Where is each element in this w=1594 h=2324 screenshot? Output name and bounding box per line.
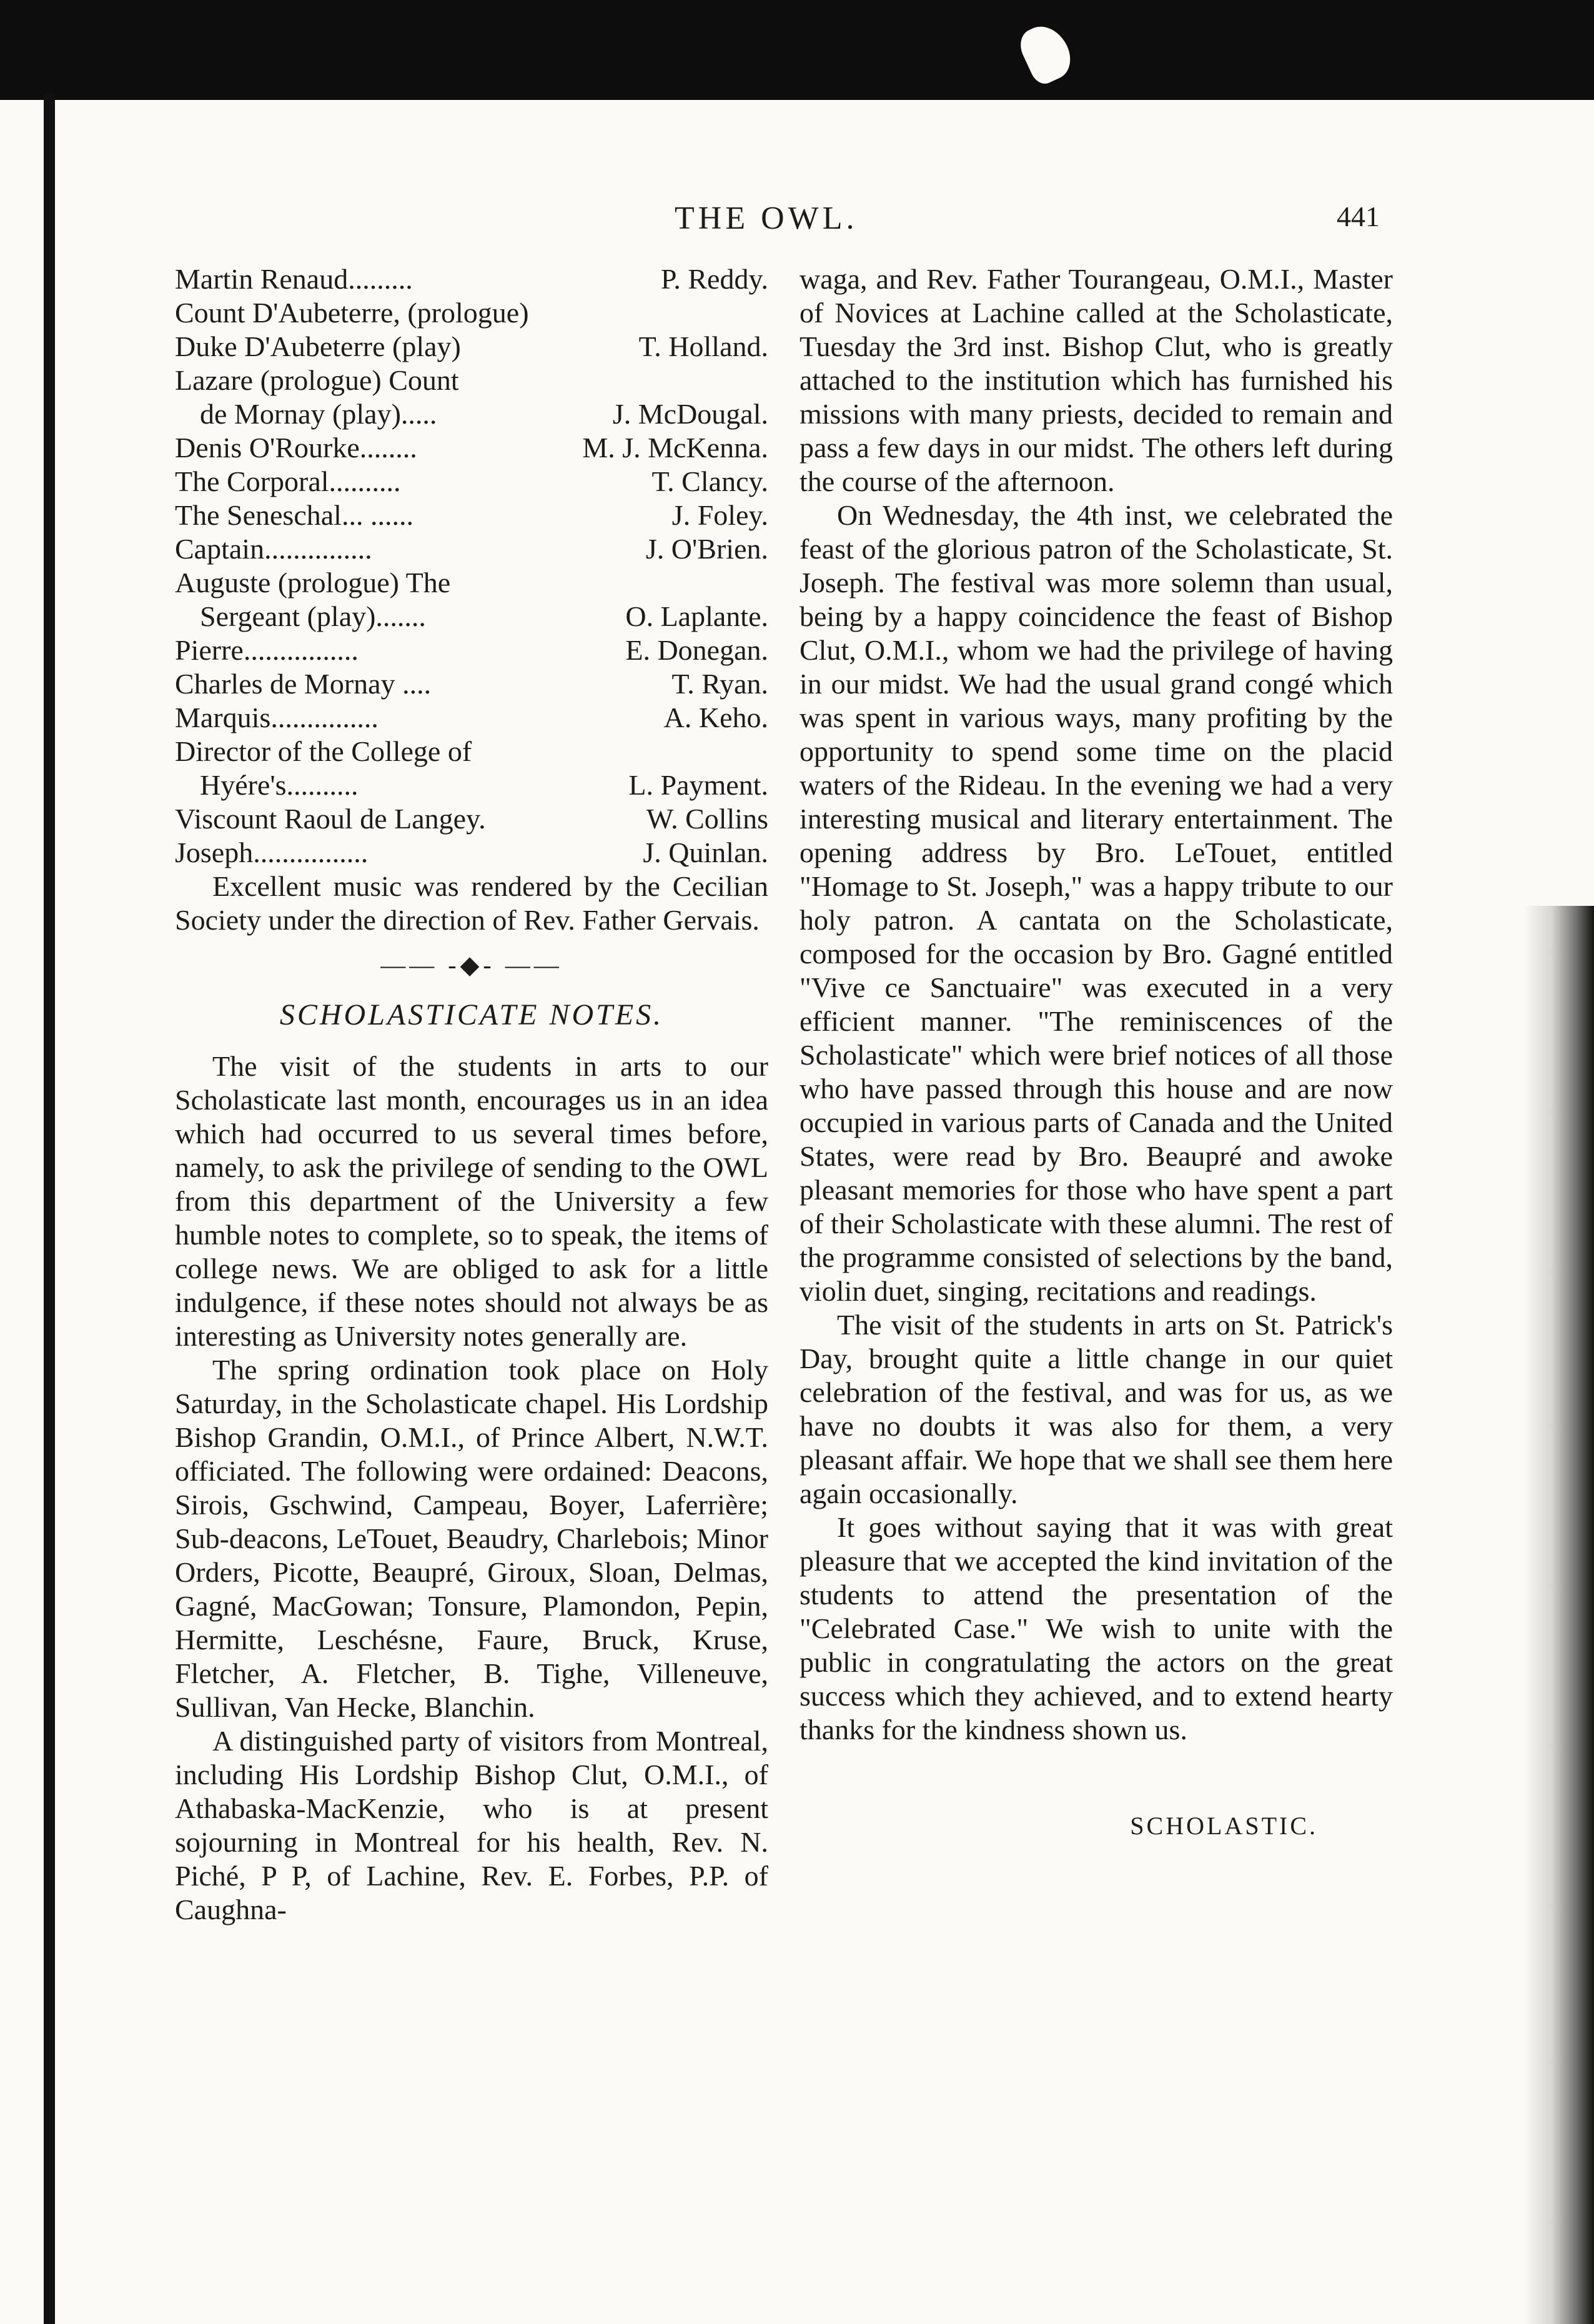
cast-row bbox=[175, 667, 768, 701]
cast-role: Captain............... bbox=[175, 533, 372, 565]
cast-role: The Corporal.......... bbox=[175, 465, 401, 497]
cast-row bbox=[175, 836, 768, 870]
cast-actor: T. Ryan. bbox=[671, 668, 768, 700]
cast-role: Martin Renaud......... bbox=[175, 263, 413, 295]
cast-role: Denis O'Rourke........ bbox=[175, 432, 417, 464]
section-divider: —— -◆- —— bbox=[380, 951, 563, 979]
cast-row bbox=[175, 600, 768, 633]
paragraph: On Wednesday, the 4th inst, we celebrated the feast of the glorious patron of the Scholasticate, St. Joseph. The festival was more solemn than usual, being by a happy coincidence the feast of Bishop Clut, O.M.I., whom we had the privilege of having in our midst. We had the usual grand congé which was spent in various ways, many profiting by the opportunity to spend some time on the placid waters of the Rideau. In the evening we had a very interesting musical and literary entertainment. The opening address by Bro. LeTouet, entitled "Homage to St. Joseph," was a happy tribute to our holy patron. A cantata on the Scholasticate, composed for the occasion by Bro. Gagné entitled "Vive ce Sanctuaire" was executed in a very efficient manner. "The reminiscences of the Scholasticate" which were brief notices of all those who have passed through this house and are now occupied in various parts of Canada and the United States, were read by Bro. Beaupré and awoke pleasant memories for those who have spent a part of their Scholasticate with these alumni. The rest of the programme consisted of selections by the band, violin duet, singing, recitations and readings. bbox=[799, 499, 1393, 1307]
cast-row bbox=[175, 701, 768, 735]
cast-role: Charles de Mornay .... bbox=[175, 668, 432, 700]
paragraph: A distinguished party of visitors from Montreal, including His Lordship Bishop Clut, O.M.I., of Athabaska-MacKenzie, who is at present sojourning in Montreal for his health, Rev. N. Piché, P P, of Lachine, Rev. E. Forbes, P.P. of Caughna- bbox=[175, 1725, 768, 1925]
paragraph: The visit of the students in arts to our Scholasticate last month, encourages us in an idea which had occurred to us several times before, namely, to ask the privilege of sending to the OWL from this department of the University a few humble notes to complete, so to speak, the items of college news. We are obliged to ask for a little indulgence, if these notes should not always be as interesting as University notes generally are. bbox=[175, 1050, 768, 1352]
scan-tear-mark bbox=[1014, 18, 1077, 87]
cast-actor: O. Laplante. bbox=[625, 600, 768, 632]
left-column bbox=[175, 262, 768, 1927]
scan-left-border bbox=[44, 94, 55, 2324]
cast-row bbox=[175, 364, 768, 397]
cast-role: Joseph................ bbox=[175, 837, 369, 868]
cast-actor: M. J. McKenna. bbox=[582, 432, 768, 464]
cast-list bbox=[175, 262, 768, 870]
cast-actor: A. Keho. bbox=[663, 702, 768, 733]
page-header bbox=[0, 200, 1594, 250]
cast-role: Director of the College of bbox=[175, 735, 472, 767]
cast-row bbox=[175, 802, 768, 836]
cast-row bbox=[175, 768, 768, 802]
cast-actor: J. O'Brien. bbox=[645, 533, 768, 565]
cast-actor: P. Reddy. bbox=[660, 263, 768, 295]
cast-role: Lazare (prologue) Count bbox=[175, 364, 459, 396]
cast-row bbox=[175, 465, 768, 499]
cast-row bbox=[175, 262, 768, 296]
cast-row bbox=[175, 499, 768, 532]
cast-role: de Mornay (play)..... bbox=[200, 398, 437, 430]
right-column bbox=[799, 262, 1393, 1843]
cast-actor: L. Payment. bbox=[628, 769, 768, 801]
cast-actor: J. Quinlan. bbox=[643, 837, 768, 868]
cast-row bbox=[175, 330, 768, 364]
cast-row bbox=[175, 397, 768, 431]
paragraph: The visit of the students in arts on St. Patrick's Day, brought quite a little change in our quiet celebration of the festival, and was for us, as we have no doubts it was also for them, a very pleasant affair. We hope that we shall see them here again occasionally. bbox=[799, 1309, 1394, 1509]
paragraph: It goes without saying that it was with great pleasure that we accepted the kind invitation of the students to attend the presentation of the "Celebrated Case." We wish to unite with the public in congratulating the actors on the great success which they achieved, and to extend hearty thanks for the kindness shown us. bbox=[799, 1511, 1393, 1745]
section-heading: SCHOLASTICATE NOTES. bbox=[279, 998, 664, 1031]
cast-row bbox=[175, 633, 768, 667]
cast-row bbox=[175, 532, 768, 566]
cast-role: The Seneschal... ...... bbox=[175, 499, 413, 531]
cast-actor: J. Foley. bbox=[671, 499, 768, 531]
cast-role: Pierre................ bbox=[175, 634, 359, 666]
running-title: THE OWL. bbox=[675, 201, 858, 236]
cast-role: Hyére's.......... bbox=[200, 769, 359, 801]
cast-row bbox=[175, 431, 768, 465]
cast-actor: J. McDougal. bbox=[612, 398, 768, 430]
signature: SCHOLASTIC. bbox=[1130, 1812, 1318, 1840]
scan-top-border bbox=[0, 0, 1594, 100]
cast-actor: T. Holland. bbox=[638, 330, 768, 362]
cast-role: Sergeant (play)....... bbox=[200, 600, 426, 632]
cast-role: Auguste (prologue) The bbox=[175, 567, 451, 598]
paragraph: The spring ordination took place on Holy Saturday, in the Scholasticate chapel. His Lordship Bishop Grandin, O.M.I., of Prince Albert, N.W.T. officiated. The following were ordained: Deacons, Sirois, Gschwind, Campeau, Boyer, Laferrière; Sub-deacons, LeTouet, Beaudry, Charlebois; Minor Orders, Picotte, Beaupré, Giroux, Sloan, Delmas, Gagné, MacGowan; Tonsure, Plamondon, Pepin, Hermitte, Leschésne, Faure, Bruck, Kruse, Fletcher, A. Fletcher, B. Tighe, Villeneuve, Sullivan, Van Hecke, Blanchin. bbox=[175, 1354, 768, 1723]
music-note: Excellent music was rendered by the Cecilian Society under the direction of Rev. Father Gervais. bbox=[175, 870, 768, 936]
cast-actor: W. Collins bbox=[646, 803, 768, 835]
paragraph: waga, and Rev. Father Tourangeau, O.M.I., Master of Novices at Lachine called at the Scholasticate, Tuesday the 3rd inst. Bishop Clut, who is greatly attached to the institution which has furnished his missions with many priests, decided to remain and pass a few days in our midst. The others left during the course of the afternoon. bbox=[799, 263, 1393, 497]
cast-role: Count D'Aubeterre, (prologue) bbox=[175, 297, 529, 329]
page-number: 441 bbox=[1337, 201, 1380, 232]
cast-actor: E. Donegan. bbox=[625, 634, 768, 666]
cast-row bbox=[175, 735, 768, 768]
cast-actor: T. Clancy. bbox=[651, 465, 768, 497]
cast-role: Duke D'Aubeterre (play) bbox=[175, 330, 461, 362]
scan-right-edge-shadow bbox=[1524, 906, 1594, 2324]
cast-row bbox=[175, 296, 768, 330]
cast-role: Viscount Raoul de Langey. bbox=[175, 803, 486, 835]
cast-row bbox=[175, 566, 768, 600]
cast-role: Marquis............... bbox=[175, 702, 379, 733]
